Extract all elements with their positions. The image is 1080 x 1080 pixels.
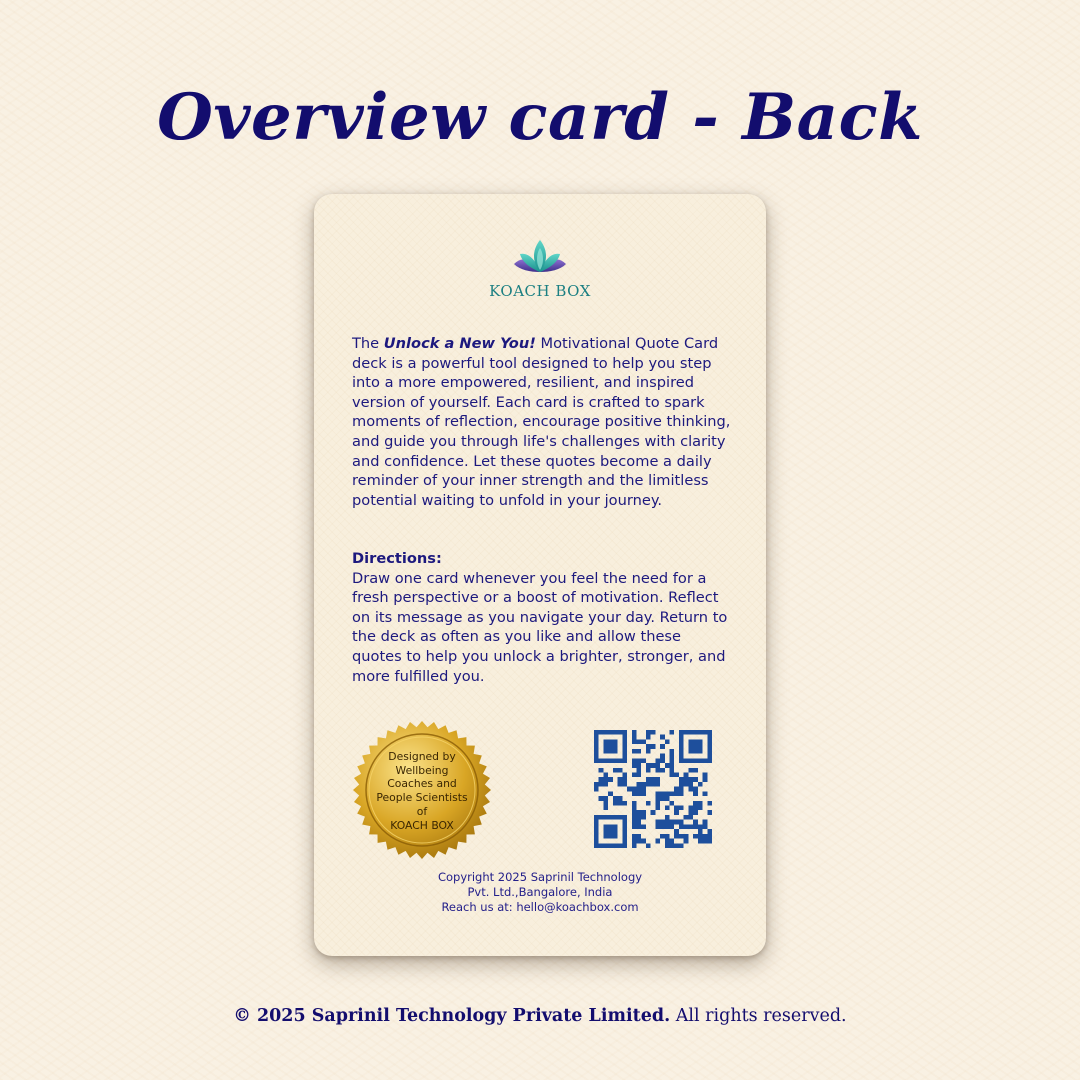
- intro-prefix: The: [352, 335, 380, 352]
- qr-code-icon[interactable]: [594, 730, 712, 848]
- directions-section: [352, 549, 732, 686]
- copyright-line: Pvt. Ltd.,Bangalore, India: [467, 885, 613, 899]
- contact-line: Reach us at: hello@koachbox.com: [441, 900, 639, 914]
- intro-body: Motivational Quote Card deck is a powerful tool designed to help you step into a more empowered, resilient, and inspired version of yourself. Each card is crafted to spark moments of reflection, encourage positive thinking, and guide you through life's challenges with clarity and confidence. Let these quotes become a daily reminder of your inner strength and the limitless potential waiting to unfold in your journey.: [352, 335, 731, 509]
- directions-heading: Directions:: [352, 550, 442, 567]
- card-copyright: [314, 870, 766, 915]
- page-title: Overview card - Back: [157, 80, 923, 155]
- directions-body: Draw one card whenever you feel the need for a fresh perspective or a boost of motivation. Reflect on its message as you navigate your day. Return to the deck as often as you like and allow these quotes to help you unlock a brighter, stronger, and more fulfilled you.: [352, 569, 728, 685]
- intro-paragraph: [352, 334, 732, 510]
- footer-company: © 2025 Saprinil Technology Private Limited.: [233, 1006, 671, 1026]
- seal-text: Designed by Wellbeing Coaches and People Scientists of KOACH BOX: [376, 750, 468, 832]
- copyright-line: Copyright 2025 Saprinil Technology: [437, 870, 643, 884]
- gold-seal-badge: [352, 720, 492, 860]
- overview-card-back: [314, 194, 766, 956]
- page-footer: [0, 1006, 1080, 1026]
- footer-rights: All rights reserved.: [675, 1006, 847, 1026]
- deck-name: Unlock a New You!: [383, 335, 536, 352]
- lotus-icon: [512, 238, 568, 278]
- brand-name: KOACH BOX: [489, 282, 591, 300]
